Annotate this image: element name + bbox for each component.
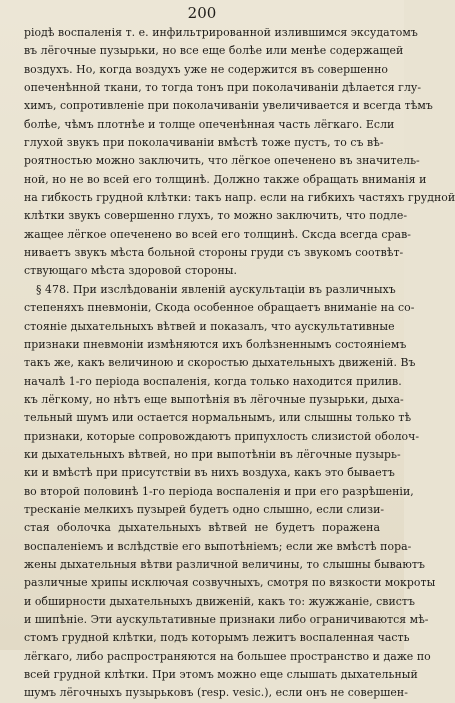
text-line: въ лёгочные пузырьки, но все еще болѣе или менѣе содержащей	[24, 44, 404, 58]
text-line: лёгкаго, либо распространяются на большее пространство и даже по	[24, 649, 431, 663]
text-line: ки дыхательныхъ вѣтвей, но при выпотѣніи въ лёгочные пузырь-	[24, 447, 401, 461]
text-line: стомъ грудной клѣтки, подъ которымъ лежитъ воспаленная часть	[24, 631, 410, 645]
text-line: воздухъ. Но, когда воздухъ уже не содержится въ совершенно	[24, 62, 388, 76]
text-line: и шипѣніе. Эти аускультативные признаки либо ограничиваются мѣ-	[24, 613, 429, 626]
text-line: болѣе, чѣмъ плотнѣе и толще опеченѣнная часть лёгкаго. Если	[24, 117, 395, 131]
text-line: шумъ лёгочныхъ пузырьковъ (resp. vesic.), если онъ не совершен-	[24, 686, 408, 700]
section-heading-line: § 478. При изслѣдованіи явленій аускультаціи въ различныхъ	[36, 282, 396, 296]
text-line: ной, но не во всей его толщинѣ. Должно также обращать вниманія и	[24, 172, 427, 186]
text-line: жащее лёгкое опеченено во всей его толщинѣ. Сксда всегда срав-	[24, 227, 411, 241]
text-line: опеченѣнной ткани, то тогда тонъ при поколачиваніи дѣлается глу-	[24, 81, 422, 95]
text-line: къ лёгкому, но нѣтъ еще выпотѣнія въ лёгочные пузырьки, дыха-	[24, 392, 404, 406]
text-line: признаки пневмоніи измѣняются ихъ болѣзненнымъ состояніемъ	[24, 337, 407, 351]
text-line: стая оболочка дыхательныхъ вѣтвей не будетъ поражена	[24, 521, 380, 535]
text-line: во второй половинѣ 1-го періода воспаленія и при его разрѣшеніи,	[24, 484, 414, 498]
text-line: такъ же, какъ величиною и скоростью дыхательныхъ движеній. Въ	[24, 356, 416, 370]
text-line: ствующаго мѣста здоровой стороны.	[24, 264, 237, 278]
text-line: тресканіе мелкихъ пузырей будетъ одно слышно, если слизи-	[24, 502, 385, 516]
text-line: ки и вмѣстѣ при присутствіи въ нихъ воздуха, какъ это бываетъ	[24, 466, 395, 480]
text-line: стояніе дыхательныхъ вѣтвей и показалъ, что аускультативные	[24, 319, 395, 333]
text-line: и обширности дыхательныхъ движеній, какъ то: жужжаніе, свистъ	[24, 594, 415, 608]
text-line: различные хрипы исключая созвучныхъ, смотря по вязкости мокроты	[24, 576, 436, 590]
text-line: глухой звукъ при поколачиваніи вмѣстѣ тоже пустъ, то съ вѣ-	[24, 136, 384, 150]
text-line: ріодѣ воспаленія т. е. инфильтрированной излившимся эксудатомъ	[24, 26, 418, 39]
page-number: 200	[187, 4, 217, 22]
text-line: степеняхъ пневмоніи, Скода особенное обращаетъ вниманіе на со-	[24, 301, 415, 315]
text-line: клѣтки звукъ совершенно глухъ, то можно заключить, что подле-	[24, 209, 408, 223]
text-line: ниваетъ звукъ мѣста больной стороны груди съ звукомъ соотвѣт-	[24, 246, 404, 260]
text-line: роятностью можно заключить, что лёгкое опеченено въ значитель-	[24, 154, 420, 168]
text-line: началѣ 1-го періода воспаленія, когда только находится прилив.	[24, 374, 402, 388]
text-line: признаки, которые сопровождаютъ припухлость слизистой оболоч-	[24, 429, 420, 443]
text-line: жены дыхательныя вѣтви различной величины, то слышны бываютъ	[24, 557, 425, 571]
text-line: на гибкость грудной клѣтки: такъ напр. если на гибкихъ частяхъ грудной	[24, 191, 455, 205]
text-line: химъ, сопротивленіе при поколачиваніи увеличивается и всегда тѣмъ	[24, 99, 433, 113]
text-line: тельный шумъ или остается нормальнымъ, или слышны только тѣ	[24, 411, 412, 425]
text-line: воспаленіемъ и вслѣдствіе его выпотѣніемъ; если же вмѣстѣ пора-	[24, 539, 412, 553]
text-line: всей грудной клѣтки. При этомъ можно еще слышать дыхательный	[24, 668, 418, 682]
